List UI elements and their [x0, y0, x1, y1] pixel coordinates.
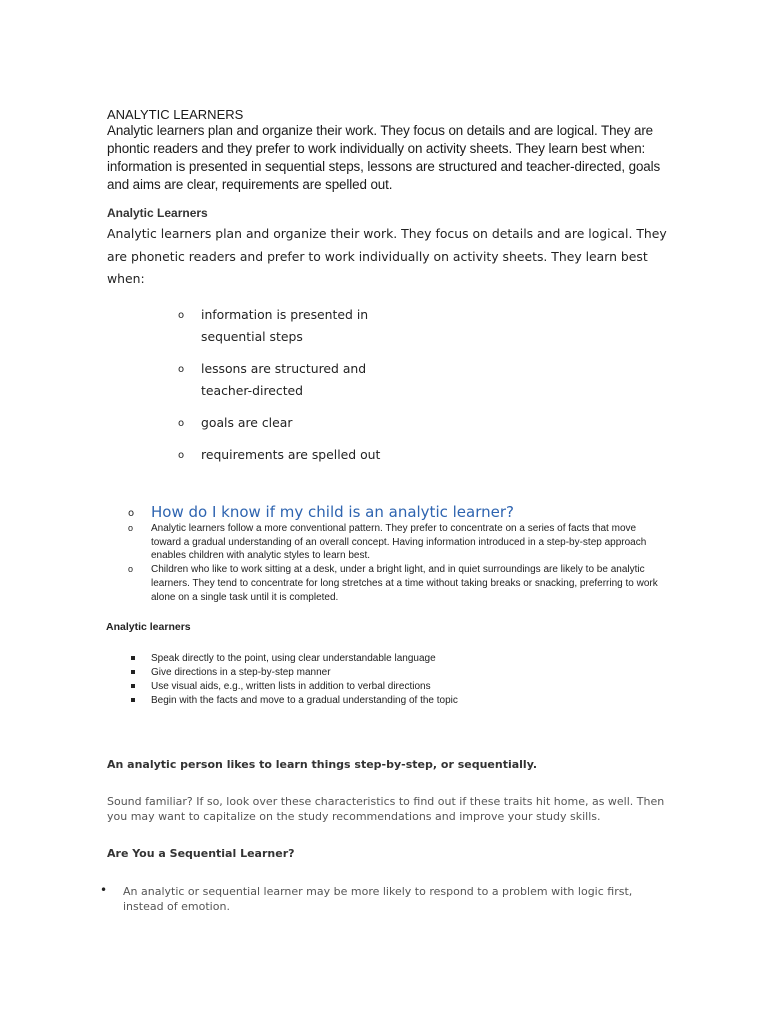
list-item-text: goals are clear	[201, 415, 293, 430]
circle-bullet-icon: o	[128, 508, 135, 519]
list-item-text: Speak directly to the point, using clear understandable language	[151, 653, 436, 664]
list-item	[178, 444, 398, 466]
square-bullet-icon	[131, 670, 135, 674]
section4-list	[128, 652, 578, 708]
section2-list	[178, 304, 398, 476]
list-item	[128, 694, 578, 708]
circle-bullet-icon: o	[178, 418, 185, 429]
section3-list	[128, 522, 658, 604]
list-item-text: Analytic learners follow a more conventional pattern. They prefer to concentrate on a series of facts that move toward a gradual understanding of an overall concept. Having information introduced in a step-by-step approach enables children with analytic styles to learn best.	[151, 523, 647, 562]
section6-heading: Are You a Sequential Learner?	[107, 847, 295, 860]
circle-bullet-icon: o	[128, 523, 134, 533]
square-bullet-icon	[131, 656, 135, 660]
list-item-text: Children who like to work sitting at a desk, under a bright light, and in quiet surroundings are likely to be analytic learners. They tend to concentrate for long stretches at a time without taking breaks or snacking, preferring to work alone on a single task until it is completed.	[151, 564, 658, 603]
section2-heading: Analytic Learners	[107, 206, 208, 220]
list-item	[128, 652, 578, 666]
list-item	[178, 358, 398, 402]
section5-paragraph: Sound familiar? If so, look over these characteristics to find out if these traits hit home, as well. Then you may want to capitalize on the study recommendations and improve your study skills.	[107, 795, 665, 823]
square-bullet-icon	[131, 698, 135, 702]
list-item	[128, 522, 658, 563]
list-item-text: Give directions in a step-by-step manner	[151, 667, 331, 678]
circle-bullet-icon: o	[178, 310, 185, 321]
list-item	[128, 563, 658, 604]
section3-heading: How do I know if my child is an analytic learner?	[151, 503, 514, 521]
section4-heading: Analytic learners	[106, 621, 191, 633]
circle-bullet-icon: o	[178, 364, 185, 375]
list-item-text: information is presented in sequential steps	[201, 307, 369, 344]
circle-bullet-icon: o	[178, 450, 185, 461]
list-item	[178, 304, 398, 348]
section1-paragraph: Analytic learners plan and organize their work. They focus on details and are logical. They are phontic readers and they prefer to work individually on activity sheets. They learn best when: information is presented in sequential steps, lessons are structured and teacher-directed, goals and aims are clear, requirements are spelled out.	[107, 123, 661, 192]
square-bullet-icon	[131, 684, 135, 688]
list-item	[128, 666, 578, 680]
list-item	[178, 412, 398, 434]
list-item-text: requirements are spelled out	[201, 447, 381, 462]
list-item	[128, 680, 578, 694]
circle-bullet-icon: o	[128, 564, 134, 575]
dot-bullet-icon: •	[100, 883, 108, 897]
section1-title: ANALYTIC LEARNERS	[107, 107, 244, 122]
section5-heading: An analytic person likes to learn things step-by-step, or sequentially.	[107, 758, 538, 771]
list-item-text: Begin with the facts and move to a gradual understanding of the topic	[151, 695, 458, 706]
section2-paragraph: Analytic learners plan and organize their work. They focus on details and are logical. They are phonetic readers and prefer to work individually on activity sheets. They learn best when:	[107, 226, 667, 286]
section6-paragraph: An analytic or sequential learner may be more likely to respond to a problem with logic first, instead of emotion.	[123, 885, 633, 913]
list-item-text: Use visual aids, e.g., written lists in addition to verbal directions	[151, 681, 431, 692]
list-item-text: lessons are structured and teacher-directed	[201, 361, 367, 398]
